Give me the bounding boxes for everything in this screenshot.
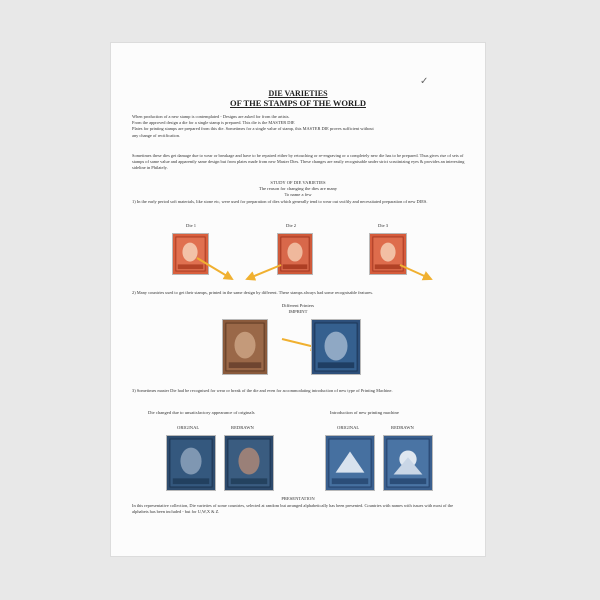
redrawn-label: REDRAWN: [391, 425, 414, 430]
stamp-original-1: [166, 435, 216, 491]
study-reasons: The reason for changing the dies are many: [258, 186, 338, 191]
stamp-die-1: [172, 233, 209, 275]
stamp-die-3: [369, 233, 407, 275]
intro-line: Plates for printing stamps are prepared from this die. Sometimes for a single value of stamp, this MASTER DIE proves sufficient without: [132, 126, 374, 132]
caption-right: Introduction of new printing machine: [330, 410, 399, 415]
intro-line: any change of rectification.: [132, 132, 181, 138]
point-3: 3) Sometimes master Die had be recognised for wear or break of the die and even for accommodating introduction of new type of Printing Machine.: [132, 388, 393, 393]
checkmark-icon: ✓: [420, 76, 429, 87]
stamp-die-2: [277, 233, 313, 275]
presentation-text: In this representative collection, Die varieties of some countries, selected at random but arranged alphabetically has been presented. Countries with names with issues with most of the alphabets has been included - but for U,W,X & Z.: [132, 503, 454, 515]
intro-line: When production of a new stamp is contemplated - Designs are asked for from the artists.: [132, 114, 290, 119]
die-label: Die 2: [286, 223, 297, 228]
page-title: DIE VARIETIES: [268, 89, 328, 98]
imprint-label: IMPRINT: [288, 309, 308, 314]
original-label: ORIGINAL: [337, 425, 360, 430]
stamp-original-2: [325, 435, 375, 491]
presentation-heading: PRESENTATION: [281, 496, 315, 501]
damage-paragraph: Sometimes these dies get damage due to wear or breakage and have to be repaired either by retouching or re-engraving or a completely new die has to be prepared. Thus gives rise of sets of stamps of same value and apparently same design but from plates made from new Master Dies. These changes are easily recognisable under strict scrutinizing eyes & provides an interesting sideline in Philately.: [132, 153, 465, 171]
point-1: 1) In the early period soft materials, like stone etc, were used for preparation of dies which generally tend to wear out swiftly and necessitated preparation of new DIES.: [132, 199, 428, 204]
intro-line: From the approved design a die for a single stamp is prepared. This die is the MASTER DIE: [132, 120, 295, 126]
die-label: Die 3: [378, 223, 389, 228]
printers-label: Different Printers: [281, 303, 315, 308]
page-subtitle: OF THE STAMPS OF THE WORLD: [230, 98, 366, 108]
original-label: ORIGINAL: [177, 425, 200, 430]
die-label: Die 1: [186, 223, 197, 228]
intro-paragraph: [132, 114, 467, 139]
stamp-printer-2: [311, 319, 361, 375]
point-2: 2) Many countries used to get their stamps, printed in the same design by different. These stamps always had some recognisable features.: [132, 290, 374, 295]
album-page: [111, 43, 485, 556]
stamp-redrawn-1: [224, 435, 274, 491]
caption-left: Die changed due to unsatisfactory appearance of originals: [148, 410, 255, 415]
study-few: To name a few: [284, 192, 312, 197]
redrawn-label: REDRAWN: [231, 425, 254, 430]
stamp-redrawn-2: [383, 435, 433, 491]
stamp-printer-1: [222, 319, 268, 375]
study-heading: STUDY OF DIE VARIETIES: [270, 180, 326, 185]
